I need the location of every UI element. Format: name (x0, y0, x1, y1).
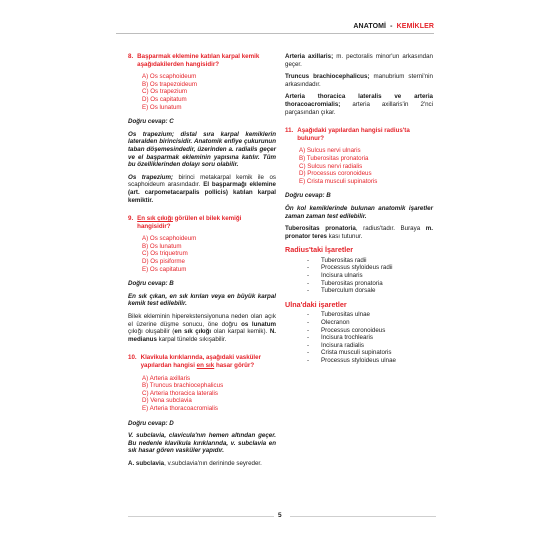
option: E) Arteria thoracoacromialis (142, 404, 218, 412)
term: Truncus brachiocephalicus; (285, 73, 370, 81)
option: C) Sulcus nervi radialis (299, 162, 363, 170)
text: manubrium sterni'nin arkasındadır. (285, 73, 433, 88)
option: B) Truncus brachiocephalicus (142, 382, 224, 390)
list-item: - Incisura trochlearis (307, 334, 433, 342)
underlined-text: en sık (196, 362, 215, 369)
page-number: 5 (278, 512, 282, 519)
question-11 (285, 127, 433, 142)
list-item: - Tuberculum dorsale (307, 287, 433, 295)
option: E) Crista musculi supinatoris (299, 177, 378, 185)
option: E) Os capitatum (142, 265, 187, 273)
text: birinci metakarpal kemik ile os scaphoideum arasındadır. (128, 173, 276, 189)
chapter-title: KEMİKLER (396, 23, 434, 30)
question-9 (128, 215, 276, 230)
left-column (128, 53, 276, 473)
page-header (353, 23, 434, 30)
term: Tuberositas pronatoria (285, 225, 356, 233)
question-number: 8. (128, 53, 134, 60)
list-item: - Processus styloideus radii (307, 264, 433, 272)
list-item: - Crista musculi supinatoris (307, 349, 433, 357)
radius-section-title: Radius'taki İşaretler (285, 245, 354, 255)
option: A) Sulcus nervi ulnaris (299, 147, 361, 155)
option: A) Os scaphoideum (142, 73, 197, 81)
text: m. pectoralis minor'un arkasından geçer. (285, 53, 433, 68)
underlined-text: En sık çıkığı (137, 215, 173, 223)
option: C) Os trapezium (142, 88, 188, 96)
list-item: - Tuberositas pronatoria (307, 280, 433, 288)
explanation (285, 53, 433, 68)
text: hasar görür? (214, 362, 255, 369)
answer: Doğru cevap: B (128, 280, 174, 288)
explanation (128, 174, 276, 204)
question-stem (137, 215, 276, 230)
explanation (285, 225, 433, 240)
explanation: V. subclavia, clavicula'nın hemen altından geçer. Bu nedenle klavikula kırıklarında, v. subclavia en sık hasar gören vasküler yapıdır. (128, 432, 276, 455)
list-item: - Tuberositas radii (307, 257, 433, 265)
explanation: En sık çıkan, en sık kırılan veya en büyük karpal kemik test edilebilir. (128, 292, 276, 308)
question-stem: Başparmak eklemine katılan karpal kemik aşağıdakilerden hangisidir? (137, 53, 260, 68)
option: B) Tuberositas pronatoria (299, 154, 369, 162)
option: A) Arteria axillaris (142, 374, 191, 382)
option: D) Os pisiforme (142, 258, 185, 266)
option: C) Os triquetrum (142, 250, 188, 258)
answer: Doğru cevap: D (128, 419, 174, 427)
option: E) Os lunatum (142, 103, 182, 111)
options-list (128, 375, 276, 413)
question-number: 11. (285, 127, 294, 135)
question-stem: Aşağıdaki yapılardan hangisi radius'ta bulunur? (297, 127, 410, 142)
options-list (128, 235, 276, 273)
options-list (285, 147, 433, 185)
option: D) Vena subclavia (142, 397, 192, 405)
emphasis: m. pronator teres (285, 225, 433, 240)
text: olan karpal kemik). (211, 328, 270, 336)
footer-rule-left (128, 516, 274, 517)
text: , radius'tadır. Buraya (355, 225, 426, 233)
term: Arteria thoracica lateralis ve arteria thoracoacromialis; (285, 93, 433, 108)
book-title: ANATOMİ (353, 23, 387, 30)
header-separator: - (390, 23, 393, 30)
option: D) Processus coronoideus (299, 170, 372, 178)
question-10 (128, 354, 276, 369)
list-item: - Tuberositas ulnae (307, 311, 433, 319)
text: karpal tünelde sıkışabilir. (156, 335, 227, 343)
footer-rule-right (290, 516, 436, 517)
option: A) Os scaphoideum (142, 235, 197, 243)
explanation (285, 93, 433, 116)
emphasis: N. medianus (128, 328, 276, 343)
explanation (285, 73, 433, 88)
term: A. subclavia (128, 459, 165, 467)
option: C) Arteria thoracica lateralis (142, 389, 218, 397)
radius-landmarks-list (285, 257, 433, 295)
list-item: - Processus styloideus ulnae (307, 357, 433, 365)
list-item: - Olecranon (307, 319, 433, 327)
explanation: Os trapezium; distal sıra karpal kemiklerin lateralden birincisidir. Anatomik enfiye çukurunun taban döşemesindedir, üzerinden a. radialis geçer ve el başparmak ekleminin yapısına katılır. Tüm bu özelliklerinden dolayı soru olabilir. (128, 130, 276, 169)
text: çıkığı oluşabilir ( (128, 328, 175, 336)
ulna-section-title: Ulna'daki işaretler (285, 299, 347, 309)
options-list (128, 73, 276, 111)
list-item: - Incisura ulnaris (307, 272, 433, 280)
header-rule (116, 33, 434, 34)
term: Os trapezium; (128, 173, 174, 181)
option: B) Os trapezoideum (142, 80, 198, 88)
emphasis: os lunatum (241, 320, 276, 328)
text: kası tutunur. (326, 232, 363, 240)
answer: Doğru cevap: B (285, 192, 331, 200)
emphasis: El başparmağı eklemine (art. carpometacarpalis pollicis) katılan karpal kemiktir. (128, 181, 276, 204)
text: Bilek ekleminin hiperekstensiyonuna neden olan açık el üzerine düşme sonucu, öne doğru (128, 313, 276, 328)
list-item: - Incisura radialis (307, 342, 433, 350)
term: Arteria axillaris; (285, 53, 334, 60)
explanation (128, 460, 276, 468)
text: , v.subclavia'nın derininde seyreder. (164, 459, 262, 467)
answer: Doğru cevap: C (128, 118, 174, 126)
explanation (128, 313, 276, 343)
question-number: 10. (128, 354, 137, 362)
text: görülen el bilek kemiği hangisidir? (137, 215, 242, 230)
text: arteria axillaris'in 2'nci parçasından çıkar. (285, 100, 433, 116)
question-stem (141, 354, 276, 369)
text: Klavikula kırıklarında, aşağıdaki vasküler yapılardan hangisi (140, 354, 261, 369)
option: D) Os capitatum (142, 95, 187, 103)
ulna-landmarks-list (285, 311, 433, 364)
emphasis: en sık çıkığı (174, 328, 212, 336)
explanation: Ön kol kemiklerinde bulunan anatomik işaretler zaman zaman test edilebilir. (285, 204, 433, 220)
question-number: 9. (128, 215, 134, 223)
option: B) Os lunatum (142, 242, 182, 250)
list-item: - Processus coronoideus (307, 327, 433, 335)
right-column (285, 53, 433, 369)
question-8 (128, 53, 276, 68)
